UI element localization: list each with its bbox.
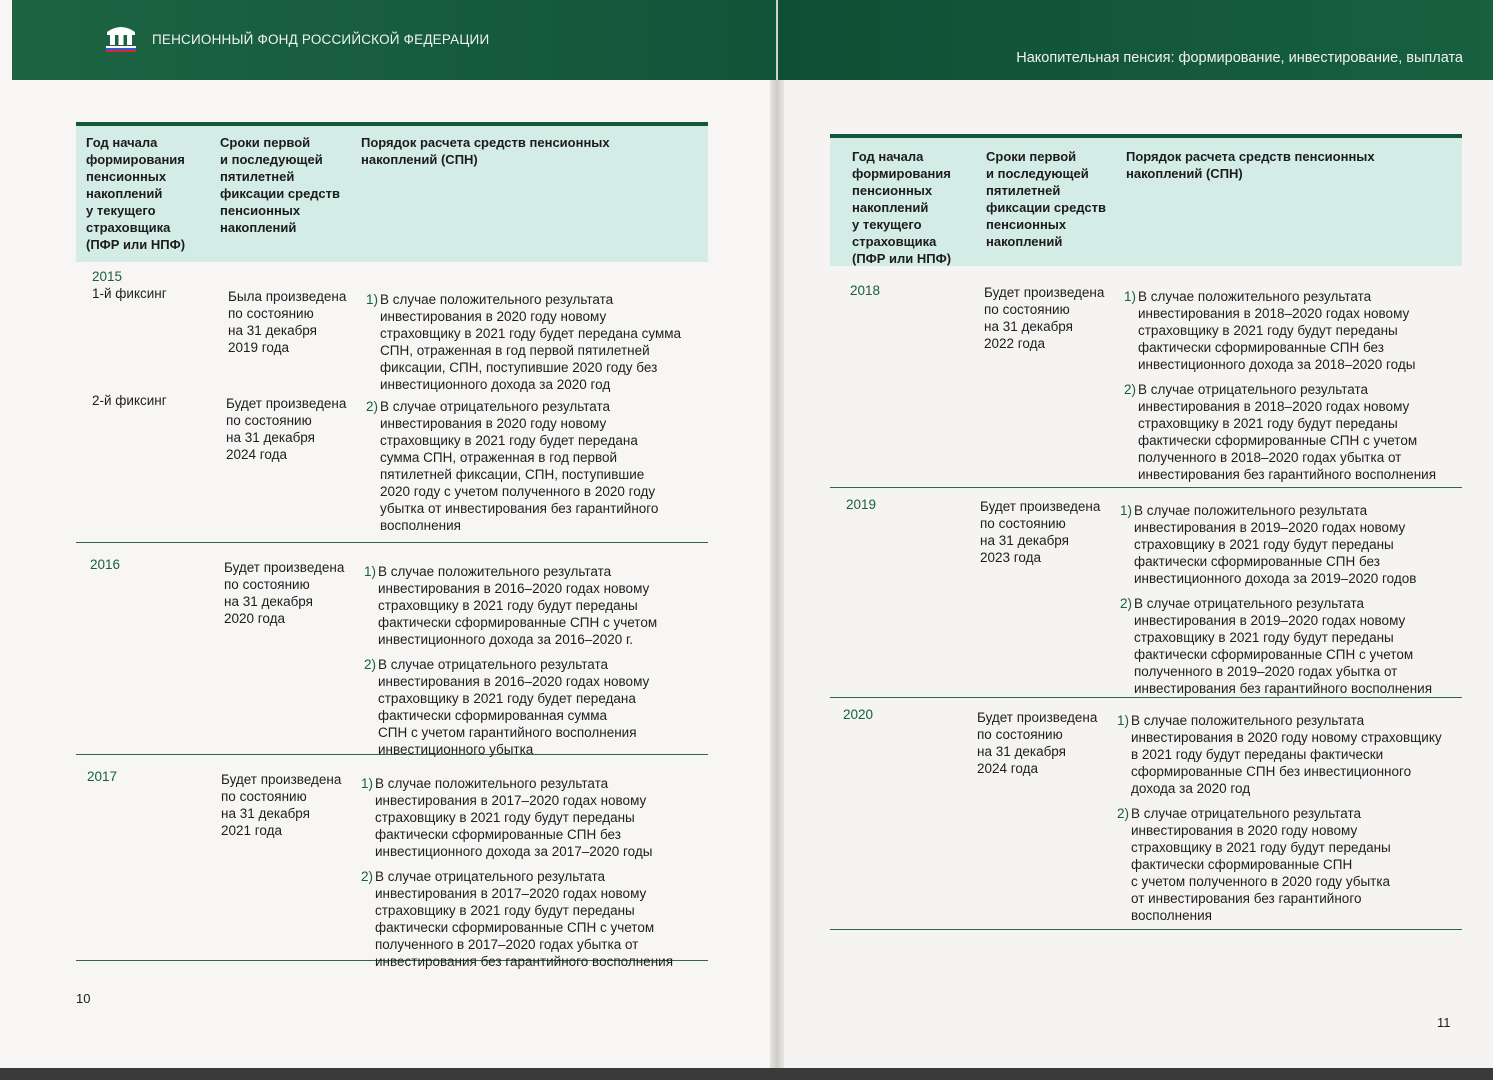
column-header-terms: Сроки первой и последующей пятилетней фиксации средств пенсионных накоплений [986, 149, 1106, 249]
item-text: В случае отрицательного результата инвестирования в 2018–2020 годах новому страховщику в 2021 году будут переданы фактически сформированные СПН с учетом полученного в 2018–2020 годах убытка от инвестирования без гарантийного восполнения [1138, 382, 1437, 482]
table-header [830, 134, 1462, 266]
column-header-procedure: Порядок расчета средств пенсионных накоплений (СПН) [361, 135, 610, 167]
fixing-term: Будет произведена по состоянию на 31 декабря 2023 года [980, 499, 1101, 565]
list-item [1120, 595, 1455, 697]
row-year: 2016 [90, 557, 121, 572]
procedure-list [366, 398, 701, 534]
item-text: В случае отрицательного результата инвестирования в 2016–2020 годах новому страховщику в 2021 году будет передана фактически сформированная сумма СПН с учетом гарантийного восполнения инвестиционного убытка [378, 657, 650, 757]
list-item [366, 398, 701, 534]
column-header-procedure: Порядок расчета средств пенсионных накоплений (СПН) [1126, 149, 1375, 181]
item-number: 1) [361, 776, 374, 791]
fixing-term: Будет произведена по состоянию на 31 декабря 2022 года [984, 285, 1105, 351]
procedure-list [1120, 502, 1455, 697]
item-number: 1) [1120, 503, 1133, 518]
item-text: В случае положительного результата инвестирования в 2020 году новому страховщику в 2021 году будут переданы фактически сформированные СПН без инвестиционного дохода за 2020 год [1131, 713, 1442, 796]
fixing-term: Будет произведена по состоянию на 31 декабря 2024 года [977, 710, 1098, 776]
page-number-left: 10 [76, 991, 91, 1006]
pfr-logo-icon [104, 22, 138, 52]
item-number: 1) [364, 564, 377, 579]
table-row-2018 [830, 266, 1462, 488]
item-text: В случае отрицательного результата инвестирования в 2020 году новому страховщику в 2021 году будет передана сумма СПН, отраженная в год первой пятилетней фиксации, СПН, поступившие 2020 году с учетом полученного в 2020 году убытка от инвестирования без гарантийного восполнения [380, 399, 659, 533]
table-row-2019 [830, 487, 1462, 698]
row-year: 2015 [92, 269, 123, 284]
item-number: 2) [364, 657, 377, 672]
item-text: В случае положительного результата инвестирования в 2016–2020 годах новому страховщику в 2021 году будут переданы фактически сформированные СПН с учетом инвестиционного дохода за 2016–2020 г. [378, 564, 658, 647]
item-number: 2) [366, 399, 379, 414]
column-header-year: Год начала формирования пенсионных накоплений у текущего страховщика (ПФР или НПФ) [852, 149, 952, 266]
row-year: 2018 [850, 283, 881, 298]
fixing-label: 1-й фиксинг [92, 286, 167, 301]
item-number: 1) [1117, 713, 1130, 728]
column-header-year: Год начала формирования пенсионных накоплений у текущего страховщика (ПФР или НПФ) [86, 135, 186, 252]
item-text: В случае отрицательного результата инвестирования в 2017–2020 годах новому страховщику в 2021 году будут переданы фактически сформированные СПН с учетом полученного в 2017–2020 годах убытка от инвестирования без гарантийного восполнения [375, 869, 674, 969]
procedure-list [1117, 712, 1457, 924]
header-right [778, 0, 1493, 80]
list-item [361, 775, 701, 860]
procedure-list [366, 291, 701, 393]
row-year: 2017 [87, 769, 118, 784]
table-row-2015 [76, 262, 708, 543]
list-item [366, 291, 701, 393]
row-year: 2019 [846, 497, 877, 512]
left-table [76, 122, 708, 969]
item-number: 1) [1124, 289, 1137, 304]
item-text: В случае положительного результата инвестирования в 2018–2020 годах новому страховщику в 2021 году будут переданы фактически сформированные СПН без инвестиционного дохода за 2018–2020 годы [1138, 289, 1416, 372]
item-number: 2) [1117, 806, 1130, 821]
page-number-right: 11 [1437, 1015, 1451, 1030]
procedure-list [1124, 288, 1459, 483]
list-item [1124, 381, 1459, 483]
list-item [364, 563, 699, 648]
item-text: В случае положительного результата инвестирования в 2020 году новому страховщику в 2021 году будет передана сумма СПН, отраженная в год первой пятилетней фиксации, СПН, поступившие 2020 году без инвестиционного дохода за 2020 год [380, 292, 682, 392]
fixing-term: Будет произведена по состоянию на 31 декабря 2021 года [221, 772, 342, 838]
item-text: В случае отрицательного результата инвестирования в 2020 году новому страховщику в 2021 году будут переданы фактически сформированные СПН с учетом полученного в 2020 году убытка от инвестирования без гарантийного восполнения [1131, 806, 1391, 923]
list-item [1120, 502, 1455, 587]
fixing-term: Будет произведена по состоянию на 31 декабря 2024 года [226, 396, 347, 462]
item-number: 2) [1124, 382, 1137, 397]
header-left [12, 0, 776, 80]
item-number: 1) [366, 292, 379, 307]
table-row-2017 [76, 754, 708, 969]
item-number: 2) [1120, 596, 1133, 611]
organization-name: ПЕНСИОННЫЙ ФОНД РОССИЙСКОЙ ФЕДЕРАЦИИ [152, 32, 490, 47]
right-table [830, 134, 1462, 923]
item-text: В случае положительного результата инвестирования в 2019–2020 годах новому страховщику в 2021 году будут переданы фактически сформированные СПН без инвестиционного дохода за 2019–2020 годов [1134, 503, 1417, 586]
table-header [76, 122, 708, 262]
row-year: 2020 [843, 707, 874, 722]
item-text: В случае положительного результата инвестирования в 2017–2020 годах новому страховщику в 2021 году будут переданы фактически сформированные СПН без инвестиционного дохода за 2017–2020 годы [375, 776, 653, 859]
fixing-term: Была произведена по состоянию на 31 декабря 2019 года [228, 289, 347, 355]
list-item [1124, 288, 1459, 373]
book-spine [770, 0, 784, 1080]
table-row-2016 [76, 542, 708, 755]
section-title: Накопительная пенсия: формирование, инвестирование, выплата [1016, 50, 1463, 66]
item-number: 2) [361, 869, 374, 884]
procedure-list [361, 775, 701, 970]
fixing-label: 2-й фиксинг [92, 393, 167, 408]
list-item [1117, 712, 1457, 797]
item-text: В случае отрицательного результата инвестирования в 2019–2020 годах новому страховщику в 2021 году будут переданы фактически сформированные СПН с учетом полученного в 2019–2020 годах убытка от инвестирования без гарантийного восполнения [1134, 596, 1433, 696]
list-item [361, 868, 701, 970]
list-item [1117, 805, 1457, 924]
list-item [364, 656, 699, 758]
fixing-term: Будет произведена по состоянию на 31 декабря 2020 года [224, 560, 345, 626]
page-bottom-edge [0, 1068, 1493, 1080]
column-header-terms: Сроки первой и последующей пятилетней фиксации средств пенсионных накоплений [220, 135, 340, 235]
table-row-2020 [830, 697, 1462, 930]
procedure-list [364, 563, 699, 758]
